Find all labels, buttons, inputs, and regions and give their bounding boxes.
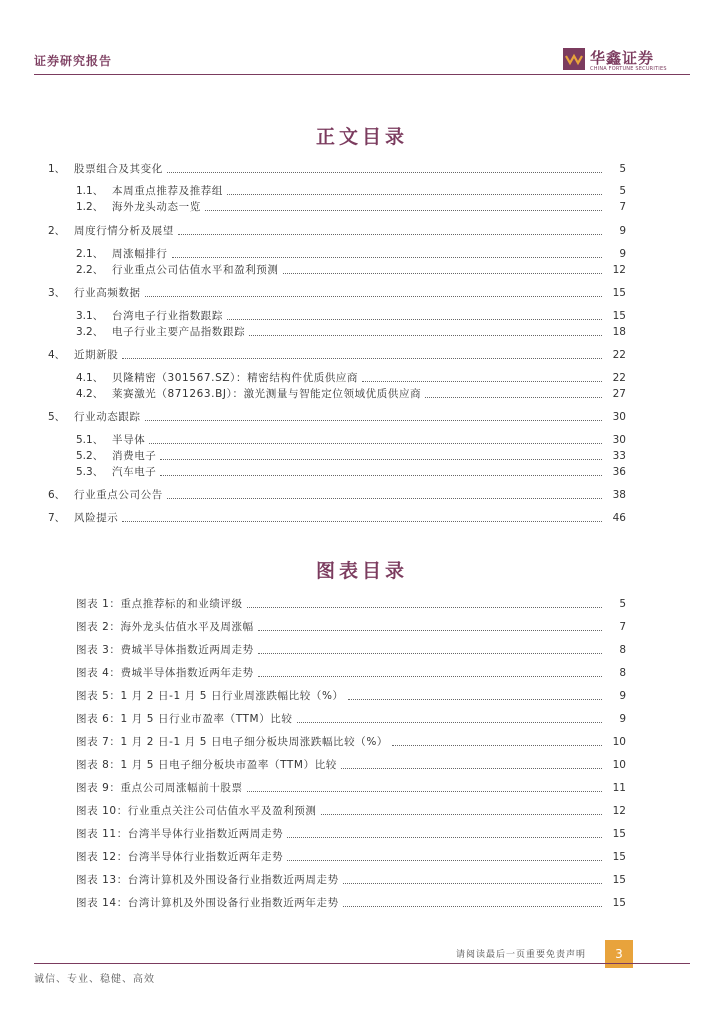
dot-leader bbox=[341, 767, 602, 769]
dot-leader bbox=[227, 193, 602, 195]
figure-entry-label: 图表 3：费城半导体指数近两周走势 bbox=[76, 644, 254, 656]
toc-entry-label: 风险提示 bbox=[74, 512, 119, 524]
toc-entry-page: 30 bbox=[612, 434, 626, 446]
toc-entry-label: 行业高频数据 bbox=[74, 287, 141, 299]
dot-leader bbox=[160, 474, 602, 476]
toc-entry-number: 3、 bbox=[48, 287, 66, 299]
figure-entry[interactable] bbox=[76, 802, 626, 818]
toc-entry[interactable] bbox=[48, 486, 626, 502]
toc-entry-number: 2、 bbox=[48, 225, 66, 237]
figure-entry-label: 图表 7：1 月 2 日-1 月 5 日电子细分板块周涨跌幅比较（%） bbox=[76, 736, 389, 748]
dot-leader bbox=[145, 419, 602, 421]
dot-leader bbox=[258, 629, 602, 631]
figure-entry-page: 9 bbox=[619, 690, 626, 702]
toc-entry-page: 9 bbox=[619, 225, 626, 237]
figure-entry[interactable] bbox=[76, 756, 626, 772]
toc-entry-label: 行业动态跟踪 bbox=[74, 411, 141, 423]
toc-entry-number: 1、 bbox=[48, 163, 66, 175]
dot-leader bbox=[172, 256, 603, 258]
toc-title: 正文目录 bbox=[315, 126, 408, 148]
figure-entry[interactable] bbox=[76, 710, 626, 726]
figure-entry[interactable] bbox=[76, 848, 626, 864]
toc-entry-page: 46 bbox=[612, 512, 626, 524]
figure-entry-page: 8 bbox=[619, 644, 626, 656]
figure-entry[interactable] bbox=[76, 779, 626, 795]
dot-leader bbox=[321, 813, 603, 815]
dot-leader bbox=[122, 357, 602, 359]
dot-leader bbox=[283, 272, 603, 274]
toc-entry-number: 5、 bbox=[48, 411, 66, 423]
dot-leader bbox=[287, 836, 602, 838]
figure-entry-label: 图表 11：台湾半导体行业指数近两周走势 bbox=[76, 828, 284, 840]
dot-leader bbox=[247, 790, 602, 792]
figure-entry-label: 图表 2：海外龙头估值水平及周涨幅 bbox=[76, 621, 254, 633]
toc-entry-number: 4.1、 bbox=[76, 372, 104, 384]
figure-entry-label: 图表 5：1 月 2 日-1 月 5 日行业周涨跌幅比较（%） bbox=[76, 690, 344, 702]
toc-entry-number: 2.1、 bbox=[76, 248, 104, 260]
toc-entry-number: 5.1、 bbox=[76, 434, 104, 446]
figure-entry[interactable] bbox=[76, 595, 626, 611]
figure-entry-page: 5 bbox=[619, 598, 626, 610]
toc-entry-number: 3.2、 bbox=[76, 326, 104, 338]
header-divider bbox=[34, 74, 690, 75]
toc-entry-label: 台湾电子行业指数跟踪 bbox=[112, 310, 223, 322]
disclaimer-notice: 请阅读最后一页重要免责声明 bbox=[456, 950, 587, 960]
dot-leader bbox=[348, 698, 602, 700]
toc-entry-number: 4、 bbox=[48, 349, 66, 361]
figure-entry[interactable] bbox=[76, 825, 626, 841]
toc-entry-label: 莱赛激光（871263.BJ）：激光测量与智能定位领域优质供应商 bbox=[112, 388, 422, 400]
dot-leader bbox=[167, 171, 602, 173]
toc-entry[interactable] bbox=[76, 261, 626, 277]
toc-entry-page: 15 bbox=[612, 310, 626, 322]
figure-entry-page: 15 bbox=[612, 874, 626, 886]
figure-entry-page: 8 bbox=[619, 667, 626, 679]
toc-entry-label: 本周重点推荐及推荐组 bbox=[112, 185, 223, 197]
toc-entry[interactable] bbox=[76, 323, 626, 339]
toc-entry-number: 4.2、 bbox=[76, 388, 104, 400]
dot-leader bbox=[343, 882, 602, 884]
figure-entry-page: 15 bbox=[612, 897, 626, 909]
dot-leader bbox=[227, 318, 602, 320]
figure-entry-page: 15 bbox=[612, 851, 626, 863]
figure-entry[interactable] bbox=[76, 871, 626, 887]
figure-entry-page: 12 bbox=[612, 805, 626, 817]
toc-entry-label: 近期新股 bbox=[74, 349, 119, 361]
figure-entry-label: 图表 14：台湾计算机及外围设备行业指数近两年走势 bbox=[76, 897, 339, 909]
toc-entry[interactable] bbox=[76, 245, 626, 261]
toc-entry[interactable] bbox=[76, 307, 626, 323]
figure-entry[interactable] bbox=[76, 618, 626, 634]
dot-leader bbox=[392, 744, 602, 746]
figure-entry-page: 10 bbox=[612, 736, 626, 748]
toc-entry[interactable] bbox=[48, 160, 626, 176]
toc-entry-page: 36 bbox=[612, 466, 626, 478]
dot-leader bbox=[258, 652, 602, 654]
company-motto: 诚信、专业、稳健、高效 bbox=[34, 974, 155, 985]
figure-entry-label: 图表 1：重点推荐标的和业绩评级 bbox=[76, 598, 243, 610]
figure-entry[interactable] bbox=[76, 687, 626, 703]
figure-entry[interactable] bbox=[76, 641, 626, 657]
page-number-badge: 3 bbox=[605, 940, 633, 968]
dot-leader bbox=[205, 209, 602, 211]
toc-entry-label: 周度行情分析及展望 bbox=[74, 225, 174, 237]
toc-entry[interactable] bbox=[48, 284, 626, 300]
toc-entry-label: 消费电子 bbox=[112, 450, 157, 462]
dot-leader bbox=[167, 497, 602, 499]
toc-entry-page: 7 bbox=[619, 201, 626, 213]
dot-leader bbox=[160, 458, 602, 460]
figure-entry-label: 图表 12：台湾半导体行业指数近两年走势 bbox=[76, 851, 284, 863]
toc-entry-label: 汽车电子 bbox=[112, 466, 157, 478]
logo-name-en: CHINA FORTUNE SECURITIES bbox=[590, 66, 667, 72]
toc-entry[interactable] bbox=[76, 463, 626, 479]
figure-entry-page: 7 bbox=[619, 621, 626, 633]
toc-entry-page: 22 bbox=[612, 349, 626, 361]
dot-leader bbox=[287, 859, 602, 861]
toc-entry-page: 30 bbox=[612, 411, 626, 423]
toc-entry-label: 股票组合及其变化 bbox=[74, 163, 163, 175]
figure-entry[interactable] bbox=[76, 894, 626, 910]
company-logo bbox=[563, 47, 673, 75]
toc-entry-page: 9 bbox=[619, 248, 626, 260]
toc-entry-number: 6、 bbox=[48, 489, 66, 501]
toc-entry-label: 贝隆精密（301567.SZ）：精密结构件优质供应商 bbox=[112, 372, 359, 384]
figure-entry[interactable] bbox=[76, 733, 626, 749]
figure-entry-page: 11 bbox=[612, 782, 626, 794]
toc-entry[interactable] bbox=[76, 447, 626, 463]
toc-entry[interactable] bbox=[48, 509, 626, 525]
dot-leader bbox=[362, 380, 602, 382]
dot-leader bbox=[258, 675, 602, 677]
toc-entry-label: 半导体 bbox=[112, 434, 146, 446]
figure-entry-label: 图表 8：1 月 5 日电子细分板块市盈率（TTM）比较 bbox=[76, 759, 337, 771]
logo-name-cn: 华鑫证券 bbox=[590, 49, 655, 67]
toc-entry[interactable] bbox=[48, 408, 626, 424]
toc-entry-number: 1.2、 bbox=[76, 201, 104, 213]
toc-entry[interactable] bbox=[48, 222, 626, 238]
dot-leader bbox=[247, 606, 602, 608]
toc-entry-page: 22 bbox=[612, 372, 626, 384]
dot-leader bbox=[343, 905, 602, 907]
toc-entry-page: 15 bbox=[612, 287, 626, 299]
toc-entry-number: 5.3、 bbox=[76, 466, 104, 478]
dot-leader bbox=[425, 396, 602, 398]
figure-entry-label: 图表 6：1 月 5 日行业市盈率（TTM）比较 bbox=[76, 713, 293, 725]
figure-entry[interactable] bbox=[76, 664, 626, 680]
toc-entry[interactable] bbox=[76, 385, 626, 401]
report-type-label: 证券研究报告 bbox=[34, 54, 113, 68]
toc-entry-number: 1.1、 bbox=[76, 185, 104, 197]
figure-entry-label: 图表 13：台湾计算机及外围设备行业指数近两周走势 bbox=[76, 874, 339, 886]
figure-entry-page: 15 bbox=[612, 828, 626, 840]
dot-leader bbox=[122, 520, 602, 522]
footer-divider bbox=[34, 963, 690, 964]
toc-entry-number: 7、 bbox=[48, 512, 66, 524]
toc-entry[interactable] bbox=[76, 198, 626, 214]
toc-entry-page: 18 bbox=[612, 326, 626, 338]
toc-entry-label: 海外龙头动态一览 bbox=[112, 201, 201, 213]
logo-mark-icon bbox=[563, 48, 585, 70]
toc-entry-label: 电子行业主要产品指数跟踪 bbox=[112, 326, 246, 338]
toc-entry-page: 38 bbox=[612, 489, 626, 501]
dot-leader bbox=[297, 721, 603, 723]
figure-entry-label: 图表 9：重点公司周涨幅前十股票 bbox=[76, 782, 243, 794]
figure-entry-page: 9 bbox=[619, 713, 626, 725]
toc-entry[interactable] bbox=[48, 346, 626, 362]
toc-entry[interactable] bbox=[76, 182, 626, 198]
dot-leader bbox=[178, 233, 602, 235]
toc-entry[interactable] bbox=[76, 431, 626, 447]
toc-entry-page: 5 bbox=[619, 163, 626, 175]
dot-leader bbox=[145, 295, 602, 297]
dot-leader bbox=[149, 442, 602, 444]
toc-entry-page: 12 bbox=[612, 264, 626, 276]
toc-entry-label: 行业重点公司公告 bbox=[74, 489, 163, 501]
figure-entry-page: 10 bbox=[612, 759, 626, 771]
dot-leader bbox=[249, 334, 602, 336]
toc-entry[interactable] bbox=[76, 369, 626, 385]
toc-entry-label: 周涨幅排行 bbox=[112, 248, 168, 260]
figure-entry-label: 图表 4：费城半导体指数近两年走势 bbox=[76, 667, 254, 679]
toc-entry-label: 行业重点公司估值水平和盈利预测 bbox=[112, 264, 279, 276]
toc-entry-page: 33 bbox=[612, 450, 626, 462]
figures-title: 图表目录 bbox=[315, 560, 408, 582]
toc-entry-number: 3.1、 bbox=[76, 310, 104, 322]
toc-entry-page: 27 bbox=[612, 388, 626, 400]
toc-entry-number: 5.2、 bbox=[76, 450, 104, 462]
toc-entry-page: 5 bbox=[619, 185, 626, 197]
figure-entry-label: 图表 10：行业重点关注公司估值水平及盈利预测 bbox=[76, 805, 317, 817]
toc-entry-number: 2.2、 bbox=[76, 264, 104, 276]
